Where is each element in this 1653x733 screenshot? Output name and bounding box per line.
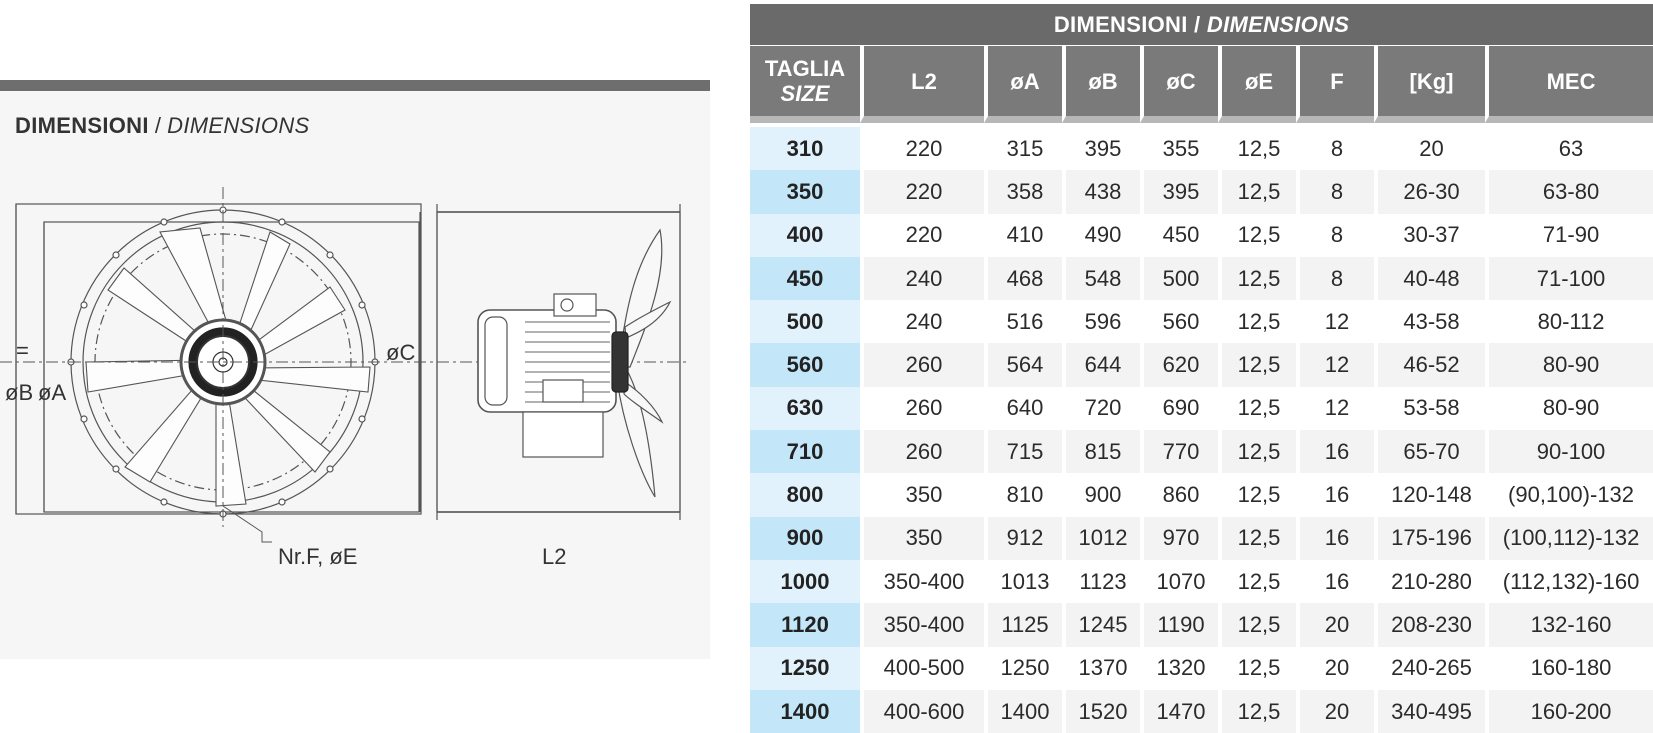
cell-phi-e: 12,5 xyxy=(1218,170,1296,213)
table-row xyxy=(750,603,1653,646)
table-row xyxy=(750,430,1653,473)
terminal-box xyxy=(554,294,596,316)
table-row xyxy=(750,300,1653,343)
cell-phi-c: 1190 xyxy=(1140,603,1218,646)
table-row xyxy=(750,343,1653,386)
cell-kg: 30-37 xyxy=(1374,214,1485,257)
cell-phi-b: 720 xyxy=(1062,387,1140,430)
cell-phi-b: 1520 xyxy=(1062,690,1140,733)
header-phi-b: øB xyxy=(1062,45,1140,123)
table-row xyxy=(750,517,1653,560)
cell-f: 16 xyxy=(1296,473,1374,516)
cell-f: 8 xyxy=(1296,127,1374,170)
cell-l2: 220 xyxy=(860,127,984,170)
cell-size: 560 xyxy=(750,343,860,386)
cell-mec: 90-100 xyxy=(1485,430,1653,473)
cell-kg: 210-280 xyxy=(1374,560,1485,603)
cell-size: 1000 xyxy=(750,560,860,603)
header-phi-e: øE xyxy=(1218,45,1296,123)
cell-l2: 350 xyxy=(860,473,984,516)
cell-phi-b: 644 xyxy=(1062,343,1140,386)
cell-phi-e: 12,5 xyxy=(1218,257,1296,300)
cell-mec: 71-100 xyxy=(1485,257,1653,300)
cell-kg: 65-70 xyxy=(1374,430,1485,473)
header-kg: [Kg] xyxy=(1374,45,1485,123)
cell-phi-a: 1400 xyxy=(984,690,1062,733)
cell-mec: (100,112)-132 xyxy=(1485,517,1653,560)
cell-size: 900 xyxy=(750,517,860,560)
table-row xyxy=(750,387,1653,430)
cell-phi-e: 12,5 xyxy=(1218,473,1296,516)
label-phi-b: øB xyxy=(5,380,34,405)
cell-phi-a: 640 xyxy=(984,387,1062,430)
cell-phi-c: 1470 xyxy=(1140,690,1218,733)
header-l2: L2 xyxy=(860,45,984,123)
cell-phi-a: 516 xyxy=(984,300,1062,343)
cell-size: 350 xyxy=(750,170,860,213)
cell-phi-a: 912 xyxy=(984,517,1062,560)
cell-phi-b: 1370 xyxy=(1062,647,1140,690)
cell-phi-c: 690 xyxy=(1140,387,1218,430)
table-title-separator: / xyxy=(1187,11,1207,37)
cell-l2: 260 xyxy=(860,430,984,473)
cell-l2: 260 xyxy=(860,387,984,430)
cell-size: 800 xyxy=(750,473,860,516)
cell-mec: (90,100)-132 xyxy=(1485,473,1653,516)
header-phi-c: øC xyxy=(1140,45,1218,123)
cell-kg: 40-48 xyxy=(1374,257,1485,300)
table-row xyxy=(750,473,1653,516)
cell-phi-e: 12,5 xyxy=(1218,387,1296,430)
cell-l2: 350 xyxy=(860,517,984,560)
cell-phi-a: 1013 xyxy=(984,560,1062,603)
cell-mec: 80-90 xyxy=(1485,343,1653,386)
table-row xyxy=(750,214,1653,257)
cell-size: 400 xyxy=(750,214,860,257)
cell-size: 630 xyxy=(750,387,860,430)
header-size xyxy=(750,45,860,123)
cell-phi-b: 395 xyxy=(1062,127,1140,170)
cell-l2: 220 xyxy=(860,214,984,257)
cell-phi-c: 450 xyxy=(1140,214,1218,257)
motor-base xyxy=(523,412,603,457)
cell-l2: 240 xyxy=(860,300,984,343)
cell-phi-c: 970 xyxy=(1140,517,1218,560)
cell-mec: 63-80 xyxy=(1485,170,1653,213)
cell-mec: (112,132)-160 xyxy=(1485,560,1653,603)
header-size-line2: SIZE xyxy=(780,81,830,106)
cell-phi-c: 355 xyxy=(1140,127,1218,170)
label-phi-c: øC xyxy=(386,340,416,365)
cell-phi-e: 12,5 xyxy=(1218,127,1296,170)
table-row xyxy=(750,647,1653,690)
cell-kg: 340-495 xyxy=(1374,690,1485,733)
cell-phi-b: 1245 xyxy=(1062,603,1140,646)
cell-mec: 80-112 xyxy=(1485,300,1653,343)
table-row xyxy=(750,560,1653,603)
cell-size: 450 xyxy=(750,257,860,300)
cell-f: 8 xyxy=(1296,170,1374,213)
header-size-line1: TAGLIA xyxy=(764,56,846,81)
cell-phi-b: 548 xyxy=(1062,257,1140,300)
cell-phi-b: 490 xyxy=(1062,214,1140,257)
section-title-separator: / xyxy=(148,113,168,138)
table-title-row xyxy=(750,4,1653,45)
cell-phi-a: 468 xyxy=(984,257,1062,300)
cell-size: 710 xyxy=(750,430,860,473)
section-title-italic: DIMENSIONS xyxy=(167,113,310,138)
cell-mec: 71-90 xyxy=(1485,214,1653,257)
cell-phi-a: 1125 xyxy=(984,603,1062,646)
cell-phi-a: 810 xyxy=(984,473,1062,516)
section-title xyxy=(15,113,310,139)
cell-kg: 43-58 xyxy=(1374,300,1485,343)
dimensions-table xyxy=(750,4,1653,733)
table-body xyxy=(750,127,1653,733)
cell-l2: 350-400 xyxy=(860,603,984,646)
cell-f: 16 xyxy=(1296,560,1374,603)
cell-f: 8 xyxy=(1296,214,1374,257)
drawing-panel xyxy=(0,80,710,659)
table-header-row xyxy=(750,45,1653,123)
cell-mec: 63 xyxy=(1485,127,1653,170)
cell-phi-e: 12,5 xyxy=(1218,430,1296,473)
section-title-bold: DIMENSIONI xyxy=(15,113,149,138)
cell-size: 310 xyxy=(750,127,860,170)
cell-kg: 208-230 xyxy=(1374,603,1485,646)
cell-phi-b: 1012 xyxy=(1062,517,1140,560)
cell-f: 16 xyxy=(1296,517,1374,560)
cell-l2: 350-400 xyxy=(860,560,984,603)
cell-size: 1250 xyxy=(750,647,860,690)
cell-phi-e: 12,5 xyxy=(1218,647,1296,690)
header-phi-a: øA xyxy=(984,45,1062,123)
table-row xyxy=(750,257,1653,300)
cell-phi-b: 596 xyxy=(1062,300,1140,343)
cell-phi-a: 410 xyxy=(984,214,1062,257)
cell-phi-c: 1070 xyxy=(1140,560,1218,603)
cell-phi-c: 860 xyxy=(1140,473,1218,516)
cell-mec: 160-180 xyxy=(1485,647,1653,690)
table-title xyxy=(750,4,1653,45)
cell-size: 500 xyxy=(750,300,860,343)
label-equal: = xyxy=(16,338,29,363)
cell-f: 12 xyxy=(1296,343,1374,386)
cell-phi-b: 900 xyxy=(1062,473,1140,516)
cell-phi-c: 770 xyxy=(1140,430,1218,473)
label-holes: Nr.F, øE xyxy=(278,544,358,569)
header-f: F xyxy=(1296,45,1374,123)
cell-size: 1400 xyxy=(750,690,860,733)
cell-phi-a: 1250 xyxy=(984,647,1062,690)
cell-kg: 120-148 xyxy=(1374,473,1485,516)
cell-f: 20 xyxy=(1296,690,1374,733)
cell-phi-c: 1320 xyxy=(1140,647,1218,690)
cell-l2: 400-500 xyxy=(860,647,984,690)
cell-l2: 260 xyxy=(860,343,984,386)
cell-phi-e: 12,5 xyxy=(1218,603,1296,646)
cell-phi-a: 358 xyxy=(984,170,1062,213)
cell-mec: 132-160 xyxy=(1485,603,1653,646)
table-title-italic: DIMENSIONS xyxy=(1206,11,1350,37)
cell-kg: 46-52 xyxy=(1374,343,1485,386)
cell-kg: 26-30 xyxy=(1374,170,1485,213)
table-title-bold: DIMENSIONI xyxy=(1053,11,1188,37)
cell-kg: 175-196 xyxy=(1374,517,1485,560)
header-mec: MEC xyxy=(1485,45,1653,123)
cell-l2: 220 xyxy=(860,170,984,213)
cell-phi-c: 500 xyxy=(1140,257,1218,300)
label-l2: L2 xyxy=(542,544,567,569)
cell-kg: 240-265 xyxy=(1374,647,1485,690)
cell-mec: 80-90 xyxy=(1485,387,1653,430)
cell-f: 20 xyxy=(1296,603,1374,646)
cell-kg: 20 xyxy=(1374,127,1485,170)
cell-f: 16 xyxy=(1296,430,1374,473)
cell-phi-b: 438 xyxy=(1062,170,1140,213)
table-row xyxy=(750,690,1653,733)
cell-phi-e: 12,5 xyxy=(1218,300,1296,343)
cell-phi-a: 564 xyxy=(984,343,1062,386)
table-row xyxy=(750,170,1653,213)
cell-f: 20 xyxy=(1296,647,1374,690)
cell-phi-e: 12,5 xyxy=(1218,517,1296,560)
cell-f: 12 xyxy=(1296,300,1374,343)
cell-mec: 160-200 xyxy=(1485,690,1653,733)
cell-f: 8 xyxy=(1296,257,1374,300)
cell-phi-c: 395 xyxy=(1140,170,1218,213)
cell-l2: 240 xyxy=(860,257,984,300)
label-phi-a: øA xyxy=(38,380,67,405)
cell-phi-b: 1123 xyxy=(1062,560,1140,603)
cell-phi-b: 815 xyxy=(1062,430,1140,473)
cell-size: 1120 xyxy=(750,603,860,646)
cell-phi-c: 620 xyxy=(1140,343,1218,386)
cell-phi-a: 315 xyxy=(984,127,1062,170)
cell-phi-e: 12,5 xyxy=(1218,560,1296,603)
table-row xyxy=(750,127,1653,170)
cell-phi-e: 12,5 xyxy=(1218,343,1296,386)
cell-kg: 53-58 xyxy=(1374,387,1485,430)
cell-phi-a: 715 xyxy=(984,430,1062,473)
cell-f: 12 xyxy=(1296,387,1374,430)
cell-phi-e: 12,5 xyxy=(1218,690,1296,733)
cell-phi-c: 560 xyxy=(1140,300,1218,343)
cell-l2: 400-600 xyxy=(860,690,984,733)
cell-phi-e: 12,5 xyxy=(1218,214,1296,257)
